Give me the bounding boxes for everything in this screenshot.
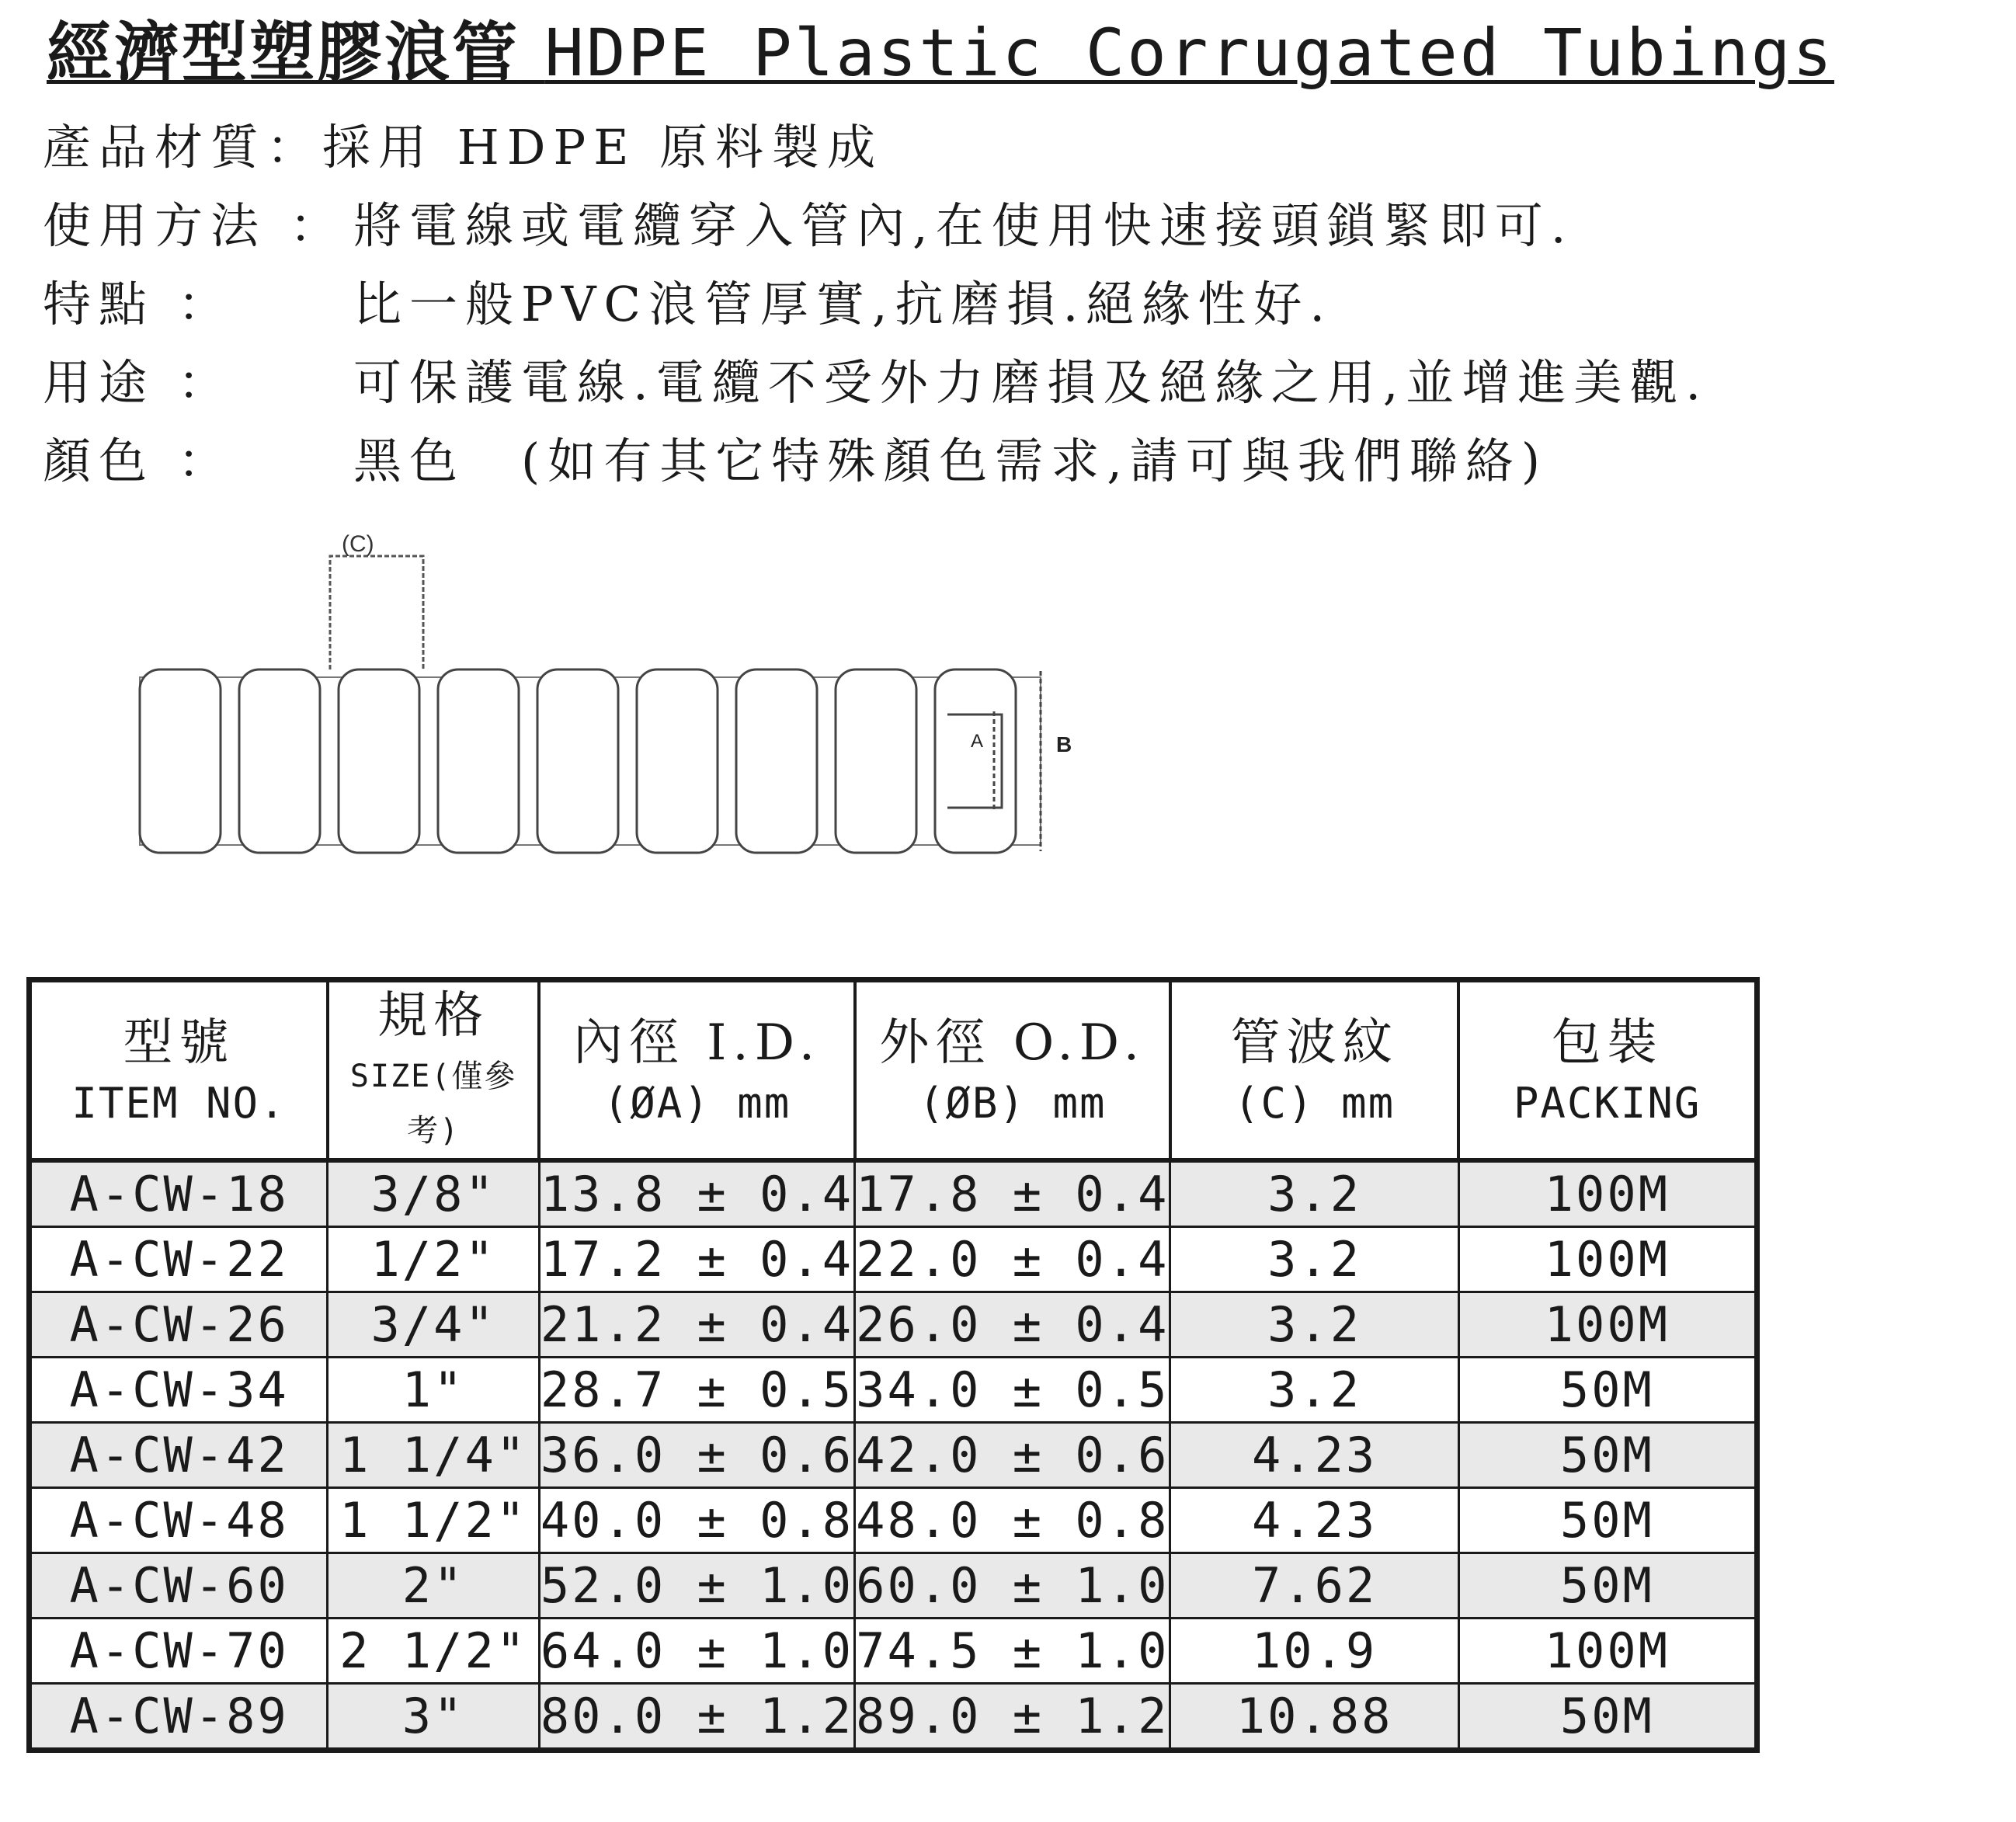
od-cell: 48.0 ± 0.8 [855,1488,1170,1553]
table-row [30,1553,1757,1619]
od-cell: 89.0 ± 1.2 [855,1684,1170,1751]
packing-cell: 50M [1458,1358,1757,1423]
tubing-rib [836,669,916,853]
label-b: B [1056,732,1072,756]
od-cell: 17.8 ± 0.4 [855,1160,1170,1227]
id-cell: 28.7 ± 0.5 [539,1358,854,1423]
od-cell: 22.0 ± 0.4 [855,1227,1170,1292]
header-packing: 包裝 PACKING [1458,980,1757,1161]
od-cell: 74.5 ± 1.0 [855,1619,1170,1684]
info-value: 將電線或電纜穿入管內,在使用快速接頭鎖緊即可. [353,197,1574,254]
od-cell: 34.0 ± 0.5 [855,1358,1170,1423]
page-title [47,14,1834,92]
item-no-cell: A-CW-48 [30,1488,328,1553]
pitch-cell: 4.23 [1170,1488,1458,1553]
table-row [30,1488,1757,1553]
info-label: 使用方法 ： [43,197,346,254]
info-label: 顏色 ： [43,433,234,489]
item-no-cell: A-CW-70 [30,1619,328,1684]
label-a: A [971,731,984,752]
packing-cell: 50M [1458,1684,1757,1751]
pitch-cell: 4.23 [1170,1423,1458,1488]
size-cell: 1 1/4" [328,1423,539,1488]
info-label: 用途 ： [43,354,234,411]
size-cell: 3/4" [328,1292,539,1358]
size-cell: 3/8" [328,1160,539,1227]
size-cell: 3" [328,1684,539,1751]
id-cell: 80.0 ± 1.2 [539,1684,854,1751]
tubing-rib [140,669,221,853]
label-c: (C) [342,531,374,557]
id-cell: 36.0 ± 0.6 [539,1423,854,1488]
table-row [30,1358,1757,1423]
header-od: 外徑 O.D. (ØB) mm [855,980,1170,1161]
packing-cell: 50M [1458,1488,1757,1553]
id-cell: 40.0 ± 0.8 [539,1488,854,1553]
id-cell: 21.2 ± 0.4 [539,1292,854,1358]
tubing-rib [438,669,519,853]
tubing-diagram [124,528,1103,901]
info-row-material [43,109,1708,187]
tubing-rib [339,669,419,853]
id-cell: 52.0 ± 1.0 [539,1553,854,1619]
info-row-features [43,266,1708,344]
item-no-cell: A-CW-89 [30,1684,328,1751]
table-row [30,1684,1757,1751]
id-cell: 13.8 ± 0.4 [539,1160,854,1227]
product-info [43,109,1708,501]
table-row [30,1619,1757,1684]
title-en: HDPE Plastic Corrugated Tubings [544,15,1835,91]
size-cell: 2 1/2" [328,1619,539,1684]
size-cell: 1 1/2" [328,1488,539,1553]
spec-table [26,977,1760,1753]
item-no-cell: A-CW-42 [30,1423,328,1488]
info-value: 採用 HDPE 原料製成 [322,119,884,176]
table-header-row [30,980,1757,1161]
item-no-cell: A-CW-18 [30,1160,328,1227]
pitch-cell: 3.2 [1170,1227,1458,1292]
packing-cell: 50M [1458,1423,1757,1488]
size-cell: 2" [328,1553,539,1619]
item-no-cell: A-CW-22 [30,1227,328,1292]
table-row [30,1160,1757,1227]
header-item-no: 型號 ITEM NO. [30,980,328,1161]
info-row-usage [43,187,1708,266]
info-value: 黑色 (如有其它特殊顏色需求,請可與我們聯絡) [353,433,1548,489]
od-cell: 42.0 ± 0.6 [855,1423,1170,1488]
packing-cell: 100M [1458,1619,1757,1684]
id-cell: 64.0 ± 1.0 [539,1619,854,1684]
info-label: 產品材質： [43,119,323,176]
tubing-rib [736,669,817,853]
info-value: 可保護電線.電纜不受外力磨損及絕緣之用,並增進美觀. [353,354,1709,411]
header-size: 規格 SIZE(僅參考) [328,980,539,1161]
pitch-cell: 10.9 [1170,1619,1458,1684]
od-cell: 60.0 ± 1.0 [855,1553,1170,1619]
header-pitch: 管波紋 (C) mm [1170,980,1458,1161]
packing-cell: 100M [1458,1292,1757,1358]
title-zh: 經濟型塑膠浪管 [47,14,520,91]
id-cell: 17.2 ± 0.4 [539,1227,854,1292]
pitch-cell: 10.88 [1170,1684,1458,1751]
pitch-cell: 3.2 [1170,1292,1458,1358]
size-cell: 1" [328,1358,539,1423]
item-no-cell: A-CW-34 [30,1358,328,1423]
info-row-color [43,422,1708,501]
tubing-rib [239,669,320,853]
packing-cell: 100M [1458,1227,1757,1292]
od-cell: 26.0 ± 0.4 [855,1292,1170,1358]
pitch-cell: 3.2 [1170,1358,1458,1423]
tubing-rib [637,669,718,853]
packing-cell: 100M [1458,1160,1757,1227]
packing-cell: 50M [1458,1553,1757,1619]
table-row [30,1292,1757,1358]
header-id: 內徑 I.D. (ØA) mm [539,980,854,1161]
info-label: 特點 ： [43,276,234,332]
item-no-cell: A-CW-26 [30,1292,328,1358]
tubing-rib [935,669,1016,853]
info-value: 比一般PVC浪管厚實,抗磨損.絕緣性好. [353,276,1333,332]
table-body [30,1160,1757,1751]
pitch-cell: 7.62 [1170,1553,1458,1619]
pitch-cell: 3.2 [1170,1160,1458,1227]
table-row [30,1227,1757,1292]
size-cell: 1/2" [328,1227,539,1292]
table-row [30,1423,1757,1488]
item-no-cell: A-CW-60 [30,1553,328,1619]
info-row-application [43,344,1708,422]
tubing-rib [537,669,618,853]
tubing-ribs [140,669,1016,853]
